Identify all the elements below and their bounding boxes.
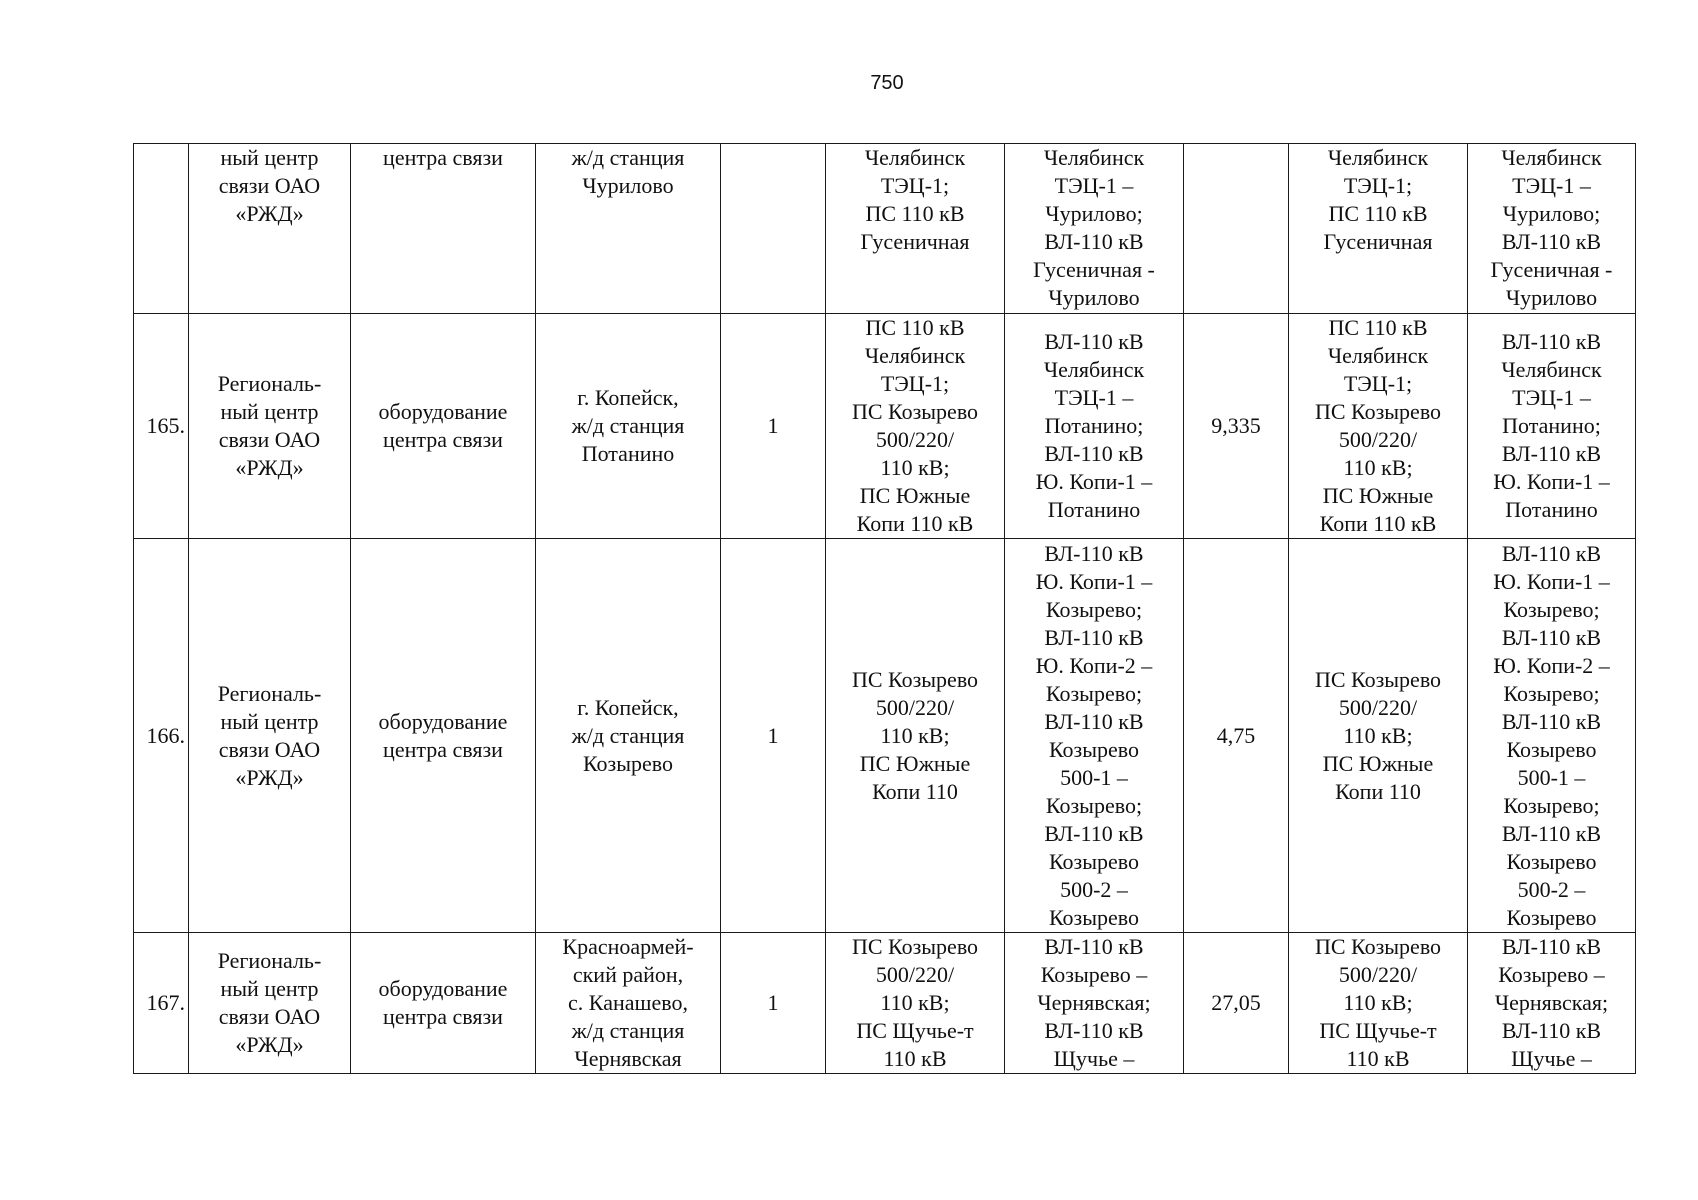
quantity-cell: 1 xyxy=(721,933,826,1074)
location-cell: Красноармей- ский район, с. Канашево, ж/д станция Чернявская xyxy=(536,933,721,1074)
object-cell: оборудование центра связи xyxy=(351,314,536,539)
quantity-cell: 1 xyxy=(721,314,826,539)
source-substations-2-cell: ПС 110 кВ Челябинск ТЭЦ-1; ПС Козырево 500/220/ 110 кВ; ПС Южные Копи 110 кВ xyxy=(1289,314,1468,539)
substation-table xyxy=(133,143,1636,1074)
source-substations-2-cell: ПС Козырево 500/220/ 110 кВ; ПС Щучье-т 110 кВ xyxy=(1289,933,1468,1074)
value-cell xyxy=(1184,144,1289,314)
supply-lines-2-cell: ВЛ-110 кВ Козырево – Чернявская; ВЛ-110 кВ Щучье – xyxy=(1468,933,1636,1074)
location-cell: г. Копейск, ж/д станция Козырево xyxy=(536,539,721,933)
page-number: 750 xyxy=(870,72,904,94)
object-cell: оборудование центра связи xyxy=(351,933,536,1074)
organization-cell: Региональ- ный центр связи ОАО «РЖД» xyxy=(189,933,351,1074)
source-substations-cell: ПС Козырево 500/220/ 110 кВ; ПС Южные Копи 110 xyxy=(826,539,1005,933)
organization-cell: Региональ- ный центр связи ОАО «РЖД» xyxy=(189,314,351,539)
value-cell: 27,05 xyxy=(1184,933,1289,1074)
organization-cell: Региональ- ный центр связи ОАО «РЖД» xyxy=(189,539,351,933)
value-cell: 4,75 xyxy=(1184,539,1289,933)
object-cell: центра связи xyxy=(351,144,536,314)
source-substations-cell: ПС Козырево 500/220/ 110 кВ; ПС Щучье-т 110 кВ xyxy=(826,933,1005,1074)
row-number-cell: 165. xyxy=(134,314,189,539)
source-substations-cell: ПС 110 кВ Челябинск ТЭЦ-1; ПС Козырево 500/220/ 110 кВ; ПС Южные Копи 110 кВ xyxy=(826,314,1005,539)
supply-lines-cell: ВЛ-110 кВ Челябинск ТЭЦ-1 – Потанино; ВЛ-110 кВ Ю. Копи-1 – Потанино xyxy=(1005,314,1184,539)
supply-lines-2-cell: ВЛ-110 кВ Челябинск ТЭЦ-1 – Потанино; ВЛ-110 кВ Ю. Копи-1 – Потанино xyxy=(1468,314,1636,539)
supply-lines-2-cell: ВЛ-110 кВ Ю. Копи-1 – Козырево; ВЛ-110 кВ Ю. Копи-2 – Козырево; ВЛ-110 кВ Козырево 500-1 – Козырево; ВЛ-110 кВ Козырево 500-2 – Козырево xyxy=(1468,539,1636,933)
supply-lines-cell: ВЛ-110 кВ Ю. Копи-1 – Козырево; ВЛ-110 кВ Ю. Копи-2 – Козырево; ВЛ-110 кВ Козырево 500-1 – Козырево; ВЛ-110 кВ Козырево 500-2 – Козырево xyxy=(1005,539,1184,933)
table-row xyxy=(134,539,1636,933)
table-row xyxy=(134,314,1636,539)
table-row xyxy=(134,144,1636,314)
supply-lines-cell: ВЛ-110 кВ Козырево – Чернявская; ВЛ-110 кВ Щучье – xyxy=(1005,933,1184,1074)
source-substations-2-cell: Челябинск ТЭЦ-1; ПС 110 кВ Гусеничная xyxy=(1289,144,1468,314)
table-row xyxy=(134,933,1636,1074)
value-cell: 9,335 xyxy=(1184,314,1289,539)
quantity-cell xyxy=(721,144,826,314)
location-cell: ж/д станция Чурилово xyxy=(536,144,721,314)
row-number-cell: 166. xyxy=(134,539,189,933)
object-cell: оборудование центра связи xyxy=(351,539,536,933)
source-substations-cell: Челябинск ТЭЦ-1; ПС 110 кВ Гусеничная xyxy=(826,144,1005,314)
quantity-cell: 1 xyxy=(721,539,826,933)
supply-lines-2-cell: Челябинск ТЭЦ-1 – Чурилово; ВЛ-110 кВ Гусеничная - Чурилово xyxy=(1468,144,1636,314)
supply-lines-cell: Челябинск ТЭЦ-1 – Чурилово; ВЛ-110 кВ Гусеничная - Чурилово xyxy=(1005,144,1184,314)
row-number-cell xyxy=(134,144,189,314)
row-number-cell: 167. xyxy=(134,933,189,1074)
source-substations-2-cell: ПС Козырево 500/220/ 110 кВ; ПС Южные Копи 110 xyxy=(1289,539,1468,933)
organization-cell: ный центр связи ОАО «РЖД» xyxy=(189,144,351,314)
location-cell: г. Копейск, ж/д станция Потанино xyxy=(536,314,721,539)
